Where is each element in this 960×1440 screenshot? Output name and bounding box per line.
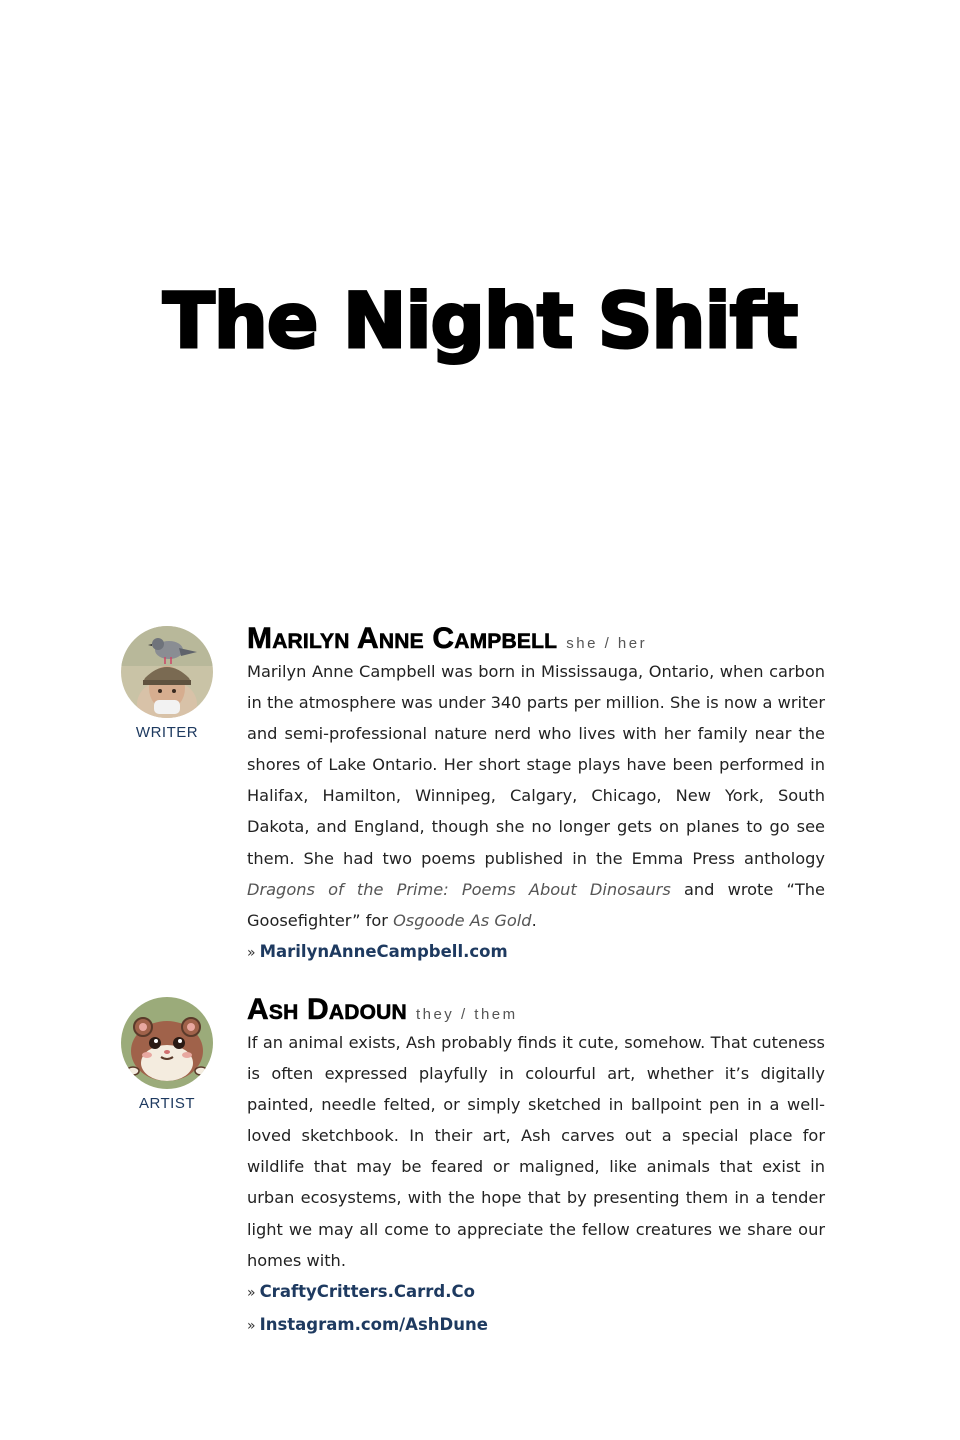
instagram-link[interactable]: » Instagram.com/AshDune [247, 1314, 488, 1334]
bio-text: Marilyn Anne Campbell was born in Mississauga, Ontario, when carbon in the atmosphere was under 340 parts per million. She is now a writer and semi-professional nature nerd who lives with her family near the shores of Lake Ontario. Her short stage plays have been performed in Halifax, Hamilton, Winnipeg, Calgary, Chicago, New York, South Dakota, and England, though she no longer gets on planes to go see them. She had two poems published in the Emma Press anthology Dragons of the Prime: Poems About Dinosaurs and wrote “The Goosefighter” for Osgoode As Gold. [247, 662, 825, 930]
avatar-column [120, 997, 214, 1112]
bio-content [247, 993, 825, 1342]
role-label: WRITER [135, 724, 199, 741]
website-link[interactable]: » CraftyCritters.Carrd.Co [247, 1281, 475, 1301]
book-title: Dragons of the Prime: Poems About Dinosaurs [247, 879, 671, 899]
author-pronouns: they / them [415, 1006, 518, 1023]
portrait-with-pigeon-icon [121, 626, 213, 718]
book-title: Osgoode As Gold [393, 910, 532, 930]
bio-heading [247, 622, 825, 656]
author-name: Ash Dadoun [247, 993, 407, 1026]
link-marker: » [247, 1317, 256, 1334]
hamster-illustration-icon [121, 997, 213, 1089]
website-link[interactable]: » MarilynAnneCampbell.com [247, 941, 508, 961]
bio-text: If an animal exists, Ash probably finds it cute, somehow. That cuteness is often expressed playfully in colourful art, whether it’s digitally painted, needle felted, or simply sketched in ballpoint pen in a well-loved sketchbook. In their art, Ash carves out a special place for wildlife that may be feared or maligned, like animals that exist in urban ecosystems, with the hope that by presenting them in a tender light we may all come to appreciate the fellow creatures we share our homes with. [247, 1033, 825, 1270]
link-marker: » [247, 1284, 256, 1301]
bio-heading [247, 993, 825, 1027]
role-label: ARTIST [138, 1095, 196, 1112]
bio-content [247, 622, 825, 969]
author-name: Marilyn Anne Campbell [247, 622, 558, 655]
page-title: The Night Shift [162, 275, 798, 365]
author-pronouns: she / her [566, 635, 648, 652]
avatar-column [120, 626, 214, 741]
link-marker: » [247, 944, 256, 961]
